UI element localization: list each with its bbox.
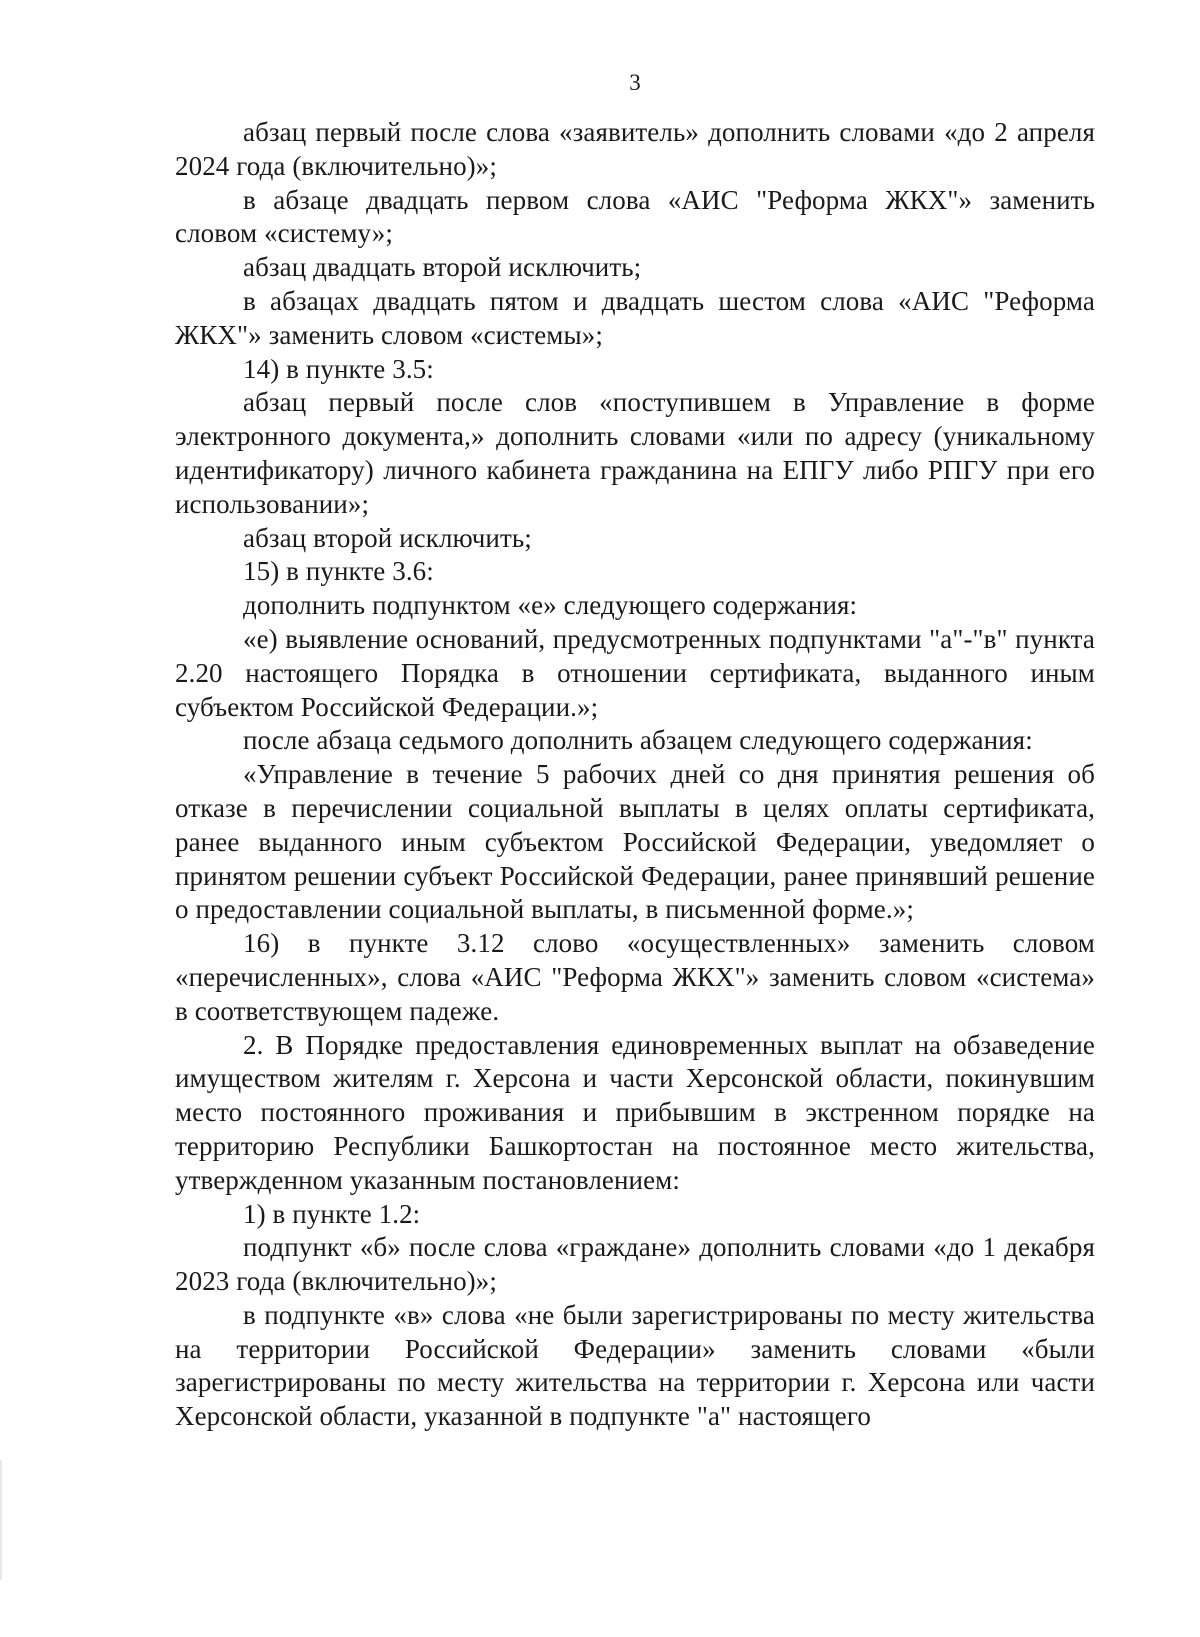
paragraph: «е) выявление оснований, предусмотренных подпунктами "а"-"в" пункта 2.20 настоящего Порядка в отношении сертификата, выданного иным субъектом Российской Федерации.»; xyxy=(175,623,1095,722)
paragraph: 1) в пункте 1.2: xyxy=(243,1198,421,1229)
paragraph: абзац двадцать второй исключить; xyxy=(243,252,642,283)
paragraph: в абзацах двадцать пятом и двадцать шестом слова «АИС "Реформа ЖКХ"» заменить словом «системы»; xyxy=(175,285,1095,350)
page-number: 3 xyxy=(629,70,641,95)
paragraph: дополнить подпунктом «е» следующего содержания: xyxy=(243,590,858,621)
paragraph: в подпункте «в» слова «не были зарегистрированы по месту жительства на территории Российской Федерации» заменить словами «были зарегистрированы по месту жительства на территории г. Херсона или части Херсонской области, указанной в подпункте "а" настоящего xyxy=(175,1299,1095,1432)
paragraph: 14) в пункте 3.5: xyxy=(243,353,434,384)
paragraph: 16) в пункте 3.12 слово «осуществленных» заменить словом «перечисленных», слова «АИС "Реформа ЖКХ"» заменить словом «система» в соответствующем падеже. xyxy=(175,928,1095,1026)
paragraph: 2. В Порядке предоставления единовременных выплат на обзаведение имуществом жителям г. Херсона и части Херсонской области, покинувшим место постоянного проживания и прибывшим в экстренном порядке на территорию Республики Башкортостан на постоянное место жительства, утвержденном указанным постановлением: xyxy=(175,1029,1095,1195)
paragraph: после абзаца седьмого дополнить абзацем следующего содержания: xyxy=(243,725,1033,756)
paragraph: «Управление в течение 5 рабочих дней со дня принятия решения об отказе в перечислении социальной выплаты в целях оплаты сертификата, ранее выданного иным субъектом Российской Федерации, уведомляет о принятом решении субъект Российской Федерации, ранее принявший решение о предоставлении социальной выплаты, в письменной форме.»; xyxy=(175,759,1095,925)
paragraph: абзац первый после слов «поступившем в Управление в форме электронного документа,» дополнить словами «или по адресу (уникальному идентификатору) личного кабинета гражданина на ЕПГУ либо РПГУ при его использовании»; xyxy=(175,387,1095,519)
scan-edge-mark xyxy=(0,1460,2,1580)
paragraph: абзац второй исключить; xyxy=(243,522,532,553)
paragraph: подпункт «б» после слова «граждане» дополнить словами «до 1 декабря 2023 года (включительно)»; xyxy=(175,1232,1095,1297)
paragraph: 15) в пункте 3.6: xyxy=(243,556,434,587)
document-body xyxy=(175,116,1095,1434)
paragraph: абзац первый после слова «заявитель» дополнить словами «до 2 апреля 2024 года (включительно)»; xyxy=(175,117,1095,181)
paragraph: в абзаце двадцать первом слова «АИС "Реформа ЖКХ"» заменить словом «систему»; xyxy=(175,184,1095,249)
